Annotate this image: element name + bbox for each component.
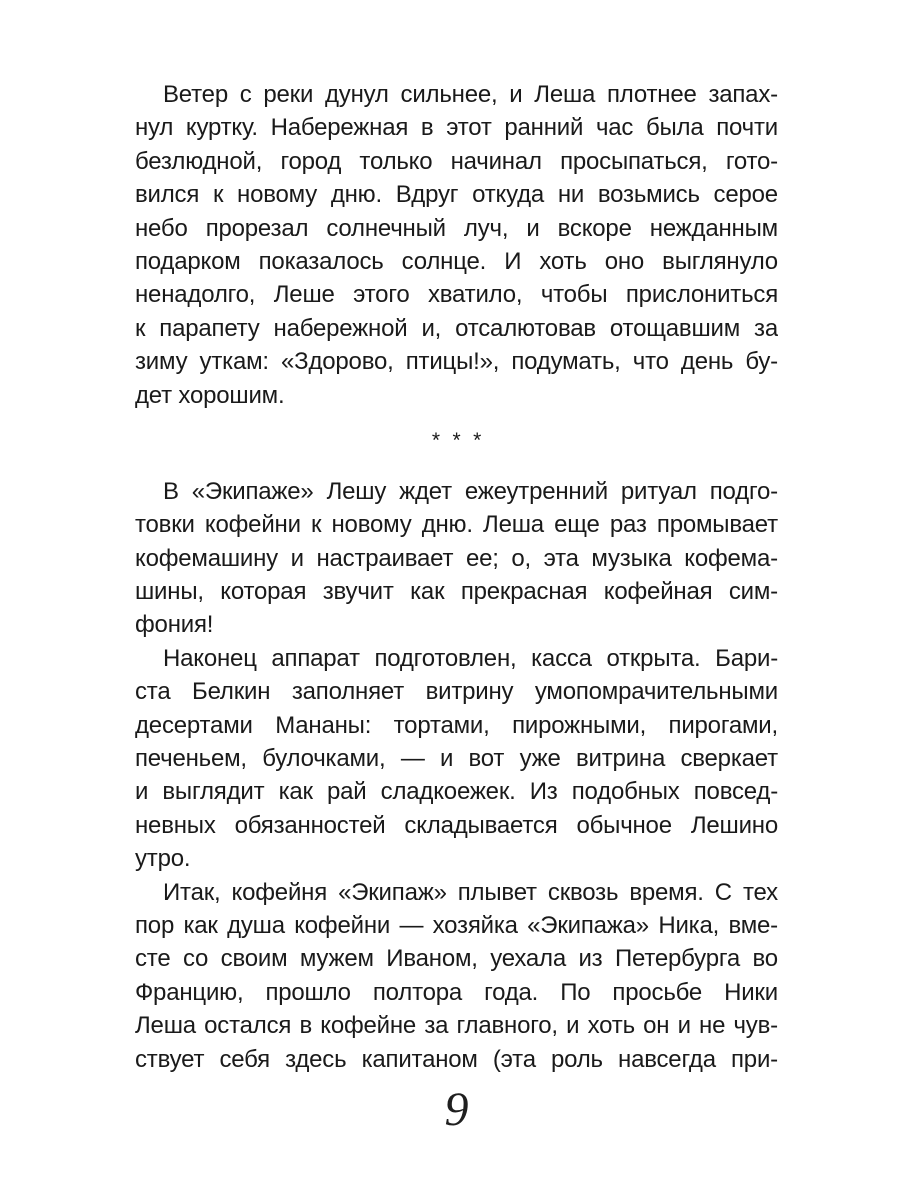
word: кофейни [294, 911, 391, 939]
word: уже [519, 745, 561, 773]
word: птицы!», [405, 348, 500, 376]
word: час [595, 114, 634, 142]
word: Наконец [163, 644, 257, 672]
word: и [290, 544, 304, 572]
word: главного, [456, 1012, 558, 1040]
word: отощавшим [609, 314, 741, 342]
word: при- [731, 1045, 778, 1073]
word: хоть [587, 1012, 635, 1040]
word: он [643, 1012, 670, 1040]
text-line [135, 876, 778, 909]
word: рай [327, 778, 367, 806]
word: Из [529, 778, 558, 806]
word: новому [237, 181, 318, 209]
paragraph [135, 475, 778, 642]
text-line [135, 278, 778, 311]
word: этот [446, 114, 492, 142]
word: и [677, 1012, 691, 1040]
word: кофемашину [135, 544, 278, 572]
text-line [135, 475, 778, 508]
word: сим- [728, 578, 778, 606]
word: Ветер [163, 81, 228, 108]
word: чув- [733, 1012, 778, 1040]
word: дню. [421, 511, 473, 539]
word: десертами [135, 711, 253, 739]
word: с [239, 81, 252, 108]
word: печеньем, [135, 745, 247, 773]
word: сильнее, [400, 81, 498, 108]
word: плывет [457, 878, 537, 906]
word: Иваном, [386, 945, 478, 973]
word: себя [219, 1045, 270, 1073]
paragraph [135, 642, 778, 876]
word: этого [353, 281, 410, 309]
text-block [135, 78, 778, 1076]
word: умопомрачительными [534, 678, 778, 706]
word: город [280, 147, 342, 175]
word: прорезал [205, 214, 309, 242]
word: булочками, [262, 745, 386, 773]
word: Вдруг [395, 181, 459, 209]
word: своим [220, 945, 288, 973]
word: из [578, 945, 603, 973]
word: подумать, [511, 348, 621, 376]
word: ствует [135, 1045, 205, 1073]
word: В [163, 477, 179, 505]
word: ждет [399, 477, 452, 505]
word: кофейне [320, 1012, 417, 1040]
word: Петербурга [614, 945, 741, 973]
word: подготовлен, [374, 644, 517, 672]
word: нул [135, 114, 174, 142]
word: солнечный [326, 214, 446, 242]
word: дню. [330, 181, 382, 209]
word: витрину [425, 678, 514, 706]
word: день [680, 348, 734, 376]
word: и [526, 214, 540, 242]
word: хватило, [427, 281, 523, 309]
word: откуда [472, 181, 545, 209]
word: запах- [708, 81, 778, 108]
word: раз [609, 511, 647, 539]
text-line [135, 909, 778, 942]
word: подарком [135, 247, 241, 275]
word: просыпаться, [560, 147, 708, 175]
text-line: утро. [135, 845, 191, 873]
word: которая [220, 578, 307, 606]
text-line [135, 542, 778, 575]
text-line: фония! [135, 611, 214, 639]
text-line: дет хорошим. [135, 381, 285, 409]
word: не [699, 1012, 726, 1040]
word: тех [742, 878, 778, 906]
word: шины, [135, 578, 204, 606]
word: товки [135, 511, 195, 539]
word: реки [263, 81, 314, 108]
word: Ника, [658, 911, 720, 939]
word: серое [713, 181, 778, 209]
word: повсед- [693, 778, 778, 806]
word: дунул [325, 81, 389, 108]
word: подго- [709, 477, 778, 505]
word: ранний [504, 114, 584, 142]
text-line [135, 111, 778, 144]
word: почти [716, 114, 778, 142]
word: года. [484, 978, 539, 1006]
word: ста [135, 678, 171, 706]
word: ее; [465, 544, 499, 572]
word: показалось [258, 247, 384, 275]
word: начинал [450, 147, 542, 175]
word: здесь [285, 1045, 347, 1073]
text-line [135, 642, 778, 675]
paragraph [135, 78, 778, 412]
word: солнце. [401, 247, 487, 275]
word: Белкин [192, 678, 271, 706]
word: подобных [571, 778, 680, 806]
word: «Экипаж» [338, 878, 447, 906]
word: остался [204, 1012, 292, 1040]
word: эта [543, 544, 579, 572]
word: кофема- [684, 544, 778, 572]
word: к [212, 181, 224, 209]
word: — [399, 911, 424, 939]
text-line [135, 245, 778, 278]
word: складывается [404, 811, 558, 839]
word: (эта [492, 1045, 536, 1073]
word: мужем [299, 945, 374, 973]
word: музыка [591, 544, 672, 572]
word: небо [135, 214, 188, 242]
word: звучит [322, 578, 394, 606]
word: еще [554, 511, 600, 539]
word: хозяйка [432, 911, 518, 939]
word: обязанностей [234, 811, 386, 839]
word: безлюдной, [135, 147, 263, 175]
word: бу- [745, 348, 778, 376]
word: уткам: [199, 348, 269, 376]
word: ритуал [620, 477, 697, 505]
text-line [135, 942, 778, 975]
word: прекрасная [460, 578, 588, 606]
word: выглядит [162, 778, 265, 806]
word: невных [135, 811, 216, 839]
word: только [359, 147, 433, 175]
word: Бари- [715, 644, 778, 672]
word: к [135, 314, 146, 342]
word: в [420, 114, 434, 142]
word: как [183, 911, 218, 939]
word: нежданным [649, 214, 778, 242]
word: возьмись [597, 181, 700, 209]
word: луч, [463, 214, 509, 242]
word: просьбе [612, 978, 703, 1006]
word: сладкоежек. [380, 778, 516, 806]
word: Итак, [163, 878, 221, 906]
word: во [752, 945, 778, 973]
word: И [504, 247, 522, 275]
word: заполняет [291, 678, 405, 706]
word: аппарат [271, 644, 360, 672]
word: ненадолго, [135, 281, 256, 309]
word: ежеутренний [464, 477, 608, 505]
text-line [135, 809, 778, 842]
word: кофейня [231, 878, 328, 906]
word: плотнее [607, 81, 697, 108]
text-line [135, 508, 778, 541]
text-line [135, 675, 778, 708]
word: о, [511, 544, 531, 572]
word: Набережная [270, 114, 409, 142]
word: прислониться [625, 281, 778, 309]
word: сквозь [547, 878, 619, 906]
word: как [410, 578, 445, 606]
word: навсегда [618, 1045, 716, 1073]
text-line [135, 976, 778, 1009]
word: за [424, 1012, 449, 1040]
word: промывает [656, 511, 778, 539]
word: пор [135, 911, 175, 939]
text-line [135, 212, 778, 245]
text-line [135, 775, 778, 808]
word: касса [531, 644, 592, 672]
text-line [135, 178, 778, 211]
text-line [135, 1009, 778, 1042]
word: Мананы: [275, 711, 372, 739]
word: — [400, 745, 425, 773]
word: что [632, 348, 669, 376]
word: отсалютовав [455, 314, 596, 342]
word: куртку. [185, 114, 258, 142]
word: ни [557, 181, 585, 209]
word: «Экипаже» [191, 477, 314, 505]
word: роль [550, 1045, 603, 1073]
word: сте [135, 945, 171, 973]
text-line [135, 709, 778, 742]
word: открыта. [606, 644, 701, 672]
word: вот [468, 745, 505, 773]
word: По [560, 978, 591, 1006]
word: пирогами, [668, 711, 778, 739]
word: зиму [135, 348, 188, 376]
word: и [509, 81, 523, 108]
word: за [754, 314, 778, 342]
word: кофейни [204, 511, 301, 539]
word: вме- [728, 911, 778, 939]
text-line [135, 312, 778, 345]
word: прошло [265, 978, 351, 1006]
word: Леше [273, 281, 335, 309]
text-line [135, 78, 778, 111]
word: Лешино [690, 811, 778, 839]
word: и, [421, 314, 442, 342]
text-line [135, 1043, 778, 1076]
word: тортами, [393, 711, 490, 739]
word: была [645, 114, 704, 142]
word: «Здорово, [281, 348, 394, 376]
word: капитаном [361, 1045, 478, 1073]
word: душа [227, 911, 285, 939]
section-separator: * * * [431, 428, 482, 452]
word: вился [135, 181, 200, 209]
word: парапету [159, 314, 260, 342]
word: новому [331, 511, 412, 539]
word: обычное [576, 811, 672, 839]
word: Леша [534, 81, 596, 108]
word: к [311, 511, 322, 539]
word: Леша [483, 511, 544, 539]
word: и [566, 1012, 580, 1040]
word: оно [604, 247, 645, 275]
word: набережной [273, 314, 408, 342]
text-line [135, 345, 778, 378]
word: витрина [576, 745, 666, 773]
paragraph [135, 876, 778, 1076]
word: «Экипажа» [527, 911, 649, 939]
word: кофейная [603, 578, 713, 606]
text-line [135, 145, 778, 178]
word: и [439, 745, 454, 773]
word: время. [629, 878, 704, 906]
word: и [135, 778, 149, 806]
word: в [299, 1012, 312, 1040]
word: чтобы [540, 281, 608, 309]
word: сверкает [680, 745, 778, 773]
word: выглянуло [662, 247, 778, 275]
word: настраивает [316, 544, 454, 572]
word: хоть [539, 247, 587, 275]
page-number: 9 [444, 1083, 469, 1136]
word: гото- [725, 147, 778, 175]
word: уехала [490, 945, 566, 973]
word: полтора [372, 978, 463, 1006]
text-line [135, 742, 778, 775]
word: Леша [135, 1012, 196, 1040]
word: Лешу [326, 477, 387, 505]
word: как [278, 778, 313, 806]
text-line [135, 575, 778, 608]
word: вскоре [557, 214, 632, 242]
word: С [714, 878, 732, 906]
word: пирожными, [512, 711, 647, 739]
word: Францию, [135, 978, 244, 1006]
word: со [182, 945, 209, 973]
word: Ники [724, 978, 778, 1006]
